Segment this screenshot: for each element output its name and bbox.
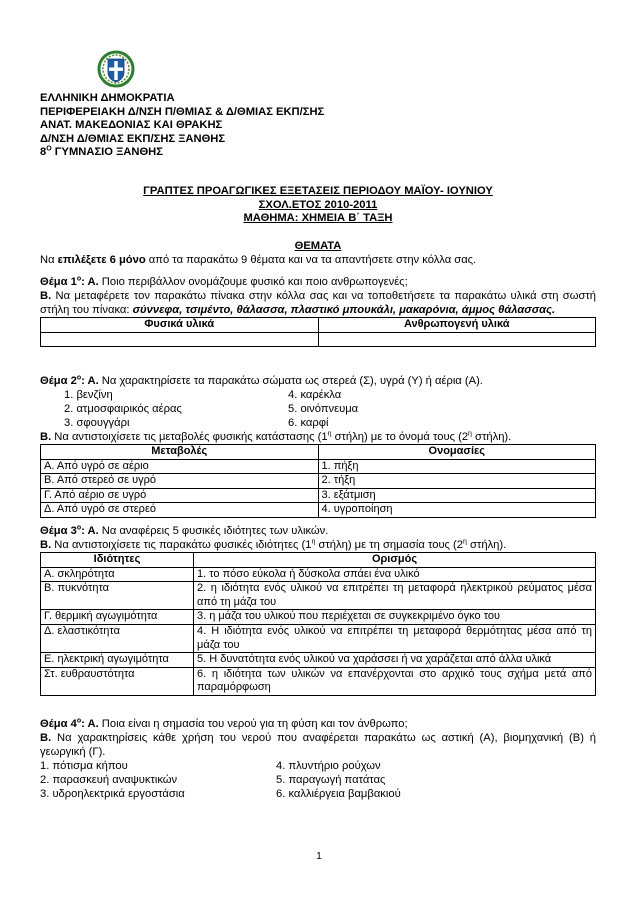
list-item: 2. παρασκευή αναψυκτικών xyxy=(40,774,178,786)
school-year: ΣΧΟΛ.ΕΤΟΣ 2010-2011 xyxy=(258,199,378,211)
table-row: Δ. ελαστικότητα 4. Η ιδιότητα ενός υλικού να επιτρέπει τη μεταφορά θερμότητας μέσα από τη μάζα του xyxy=(41,624,596,652)
col-definition: Ορισμός xyxy=(194,553,596,568)
page-number: 1 xyxy=(316,851,322,862)
question-3: Θέμα $3^o$: Α. Να αναφέρεις 5 φυσικές ιδιότητες των υλικών. Β. Να αντιστοιχίσετε τις παρακάτω φυσικές ιδιότητες ($1^\eta$ στήλη) με τη σημασία τους ($2^\eta$ στήλη). Ιδιότητες Ορισμός Α. σκληρότητα 1. το πόσο εύκολα ή δύσκολα σπάει ένα υλικό Β. πυκνότητα 2. η ιδιότητα ενός υλικού να επιτρέπει τη μεταφορά ηλεκτρικού ρεύματος μέσα από τη μάζα του Γ. θερμική αγωγιμότητα 3. η μάζα του υλικού που περιέχεται σε συγκεκριμένο όγκο του Δ. ελαστικότητα 4. Η ιδιότητα ενός υλικού να επιτρέπει τη μεταφορά θερμότητας μέσα από τη μάζα του Ε. ηλεκτρική αγωγιμότητα 5. Η δυνατότητα ενός υλικού να χαράσσει ή να χαράζεται από άλλα υλικά Στ. ευθραυστότητα 6. η ιδιότητα των υλικών να επανέρχονται στο αρχικό τους σχήμα μετά από παραμόρφωση xyxy=(40,524,596,696)
q2-items xyxy=(40,388,596,430)
col-names: Ονομασίες xyxy=(318,445,596,460)
table-row: Στ. ευθραυστότητα 6. η ιδιότητα των υλικών να επανέρχονται στο αρχικό τους σχήμα μετά από παραμόρφωση xyxy=(41,667,596,695)
table-row: Γ. Από αέριο σε υγρό 3. εξάτμιση xyxy=(41,488,596,503)
table-cell xyxy=(41,332,319,346)
table-row: Α. σκληρότητα 1. το πόσο εύκολα ή δύσκολα σπάει ένα υλικό xyxy=(41,567,596,582)
header-line-5: $8^O$ ΓΥΜΝΑΣΙΟ ΞΑΝΘΗΣ xyxy=(40,145,163,158)
col-natural: Φυσικά υλικά xyxy=(41,318,319,333)
list-item: 6. καλλιέργεια βαμβακιού xyxy=(276,788,401,800)
issuer-header xyxy=(40,92,324,160)
table-row: Γ. θερμική αγωγιμότητα 3. η μάζα του υλικού που περιέχεται σε συγκεκριμένο όγκο του xyxy=(41,610,596,625)
list-item: 1. πότισμα κήπου xyxy=(40,760,128,772)
list-item: 3. υδροηλεκτρικά εργοστάσια xyxy=(40,788,185,800)
table-row: Ε. ηλεκτρική αγωγιμότητα 5. Η δυνατότητα ενός υλικού να χαράσσει ή να χαράζεται από άλλα υλικά xyxy=(41,653,596,668)
exam-title: ΓΡΑΠΤΕΣ ΠΡΟΑΓΩΓΙΚΕΣ ΕΞΕΤΑΣΕΙΣ ΠΕΡΙΟΔΟΥ ΜΑΪΟΥ- ΙΟΥΝΙΟΥ xyxy=(143,185,493,197)
table-row: Δ. Από υγρό σε στερεό 4. υγροποίηση xyxy=(41,503,596,518)
list-item: 2. ατμοσφαιρικός αέρας xyxy=(64,403,182,415)
properties-table xyxy=(40,552,596,696)
list-item: 1. βενζίνη xyxy=(64,389,113,401)
question-2: Θέμα $2^o$: Α. Να χαρακτηρίσετε τα παρακάτω σώματα ως στερεά (Σ), υγρά (Υ) ή αέρια (Α). 1. βενζίνη 2. ατμοσφαιρικός αέρας 3. σφουγγάρι 4. καρέκλα 5. οινόπνευμα 6. καρφί Β. Να αντιστοιχίσετε τις μεταβολές φυσικής κατάστασης ($1^\eta$ στήλη) με το όνομά τους ($2^\eta$ στήλη). Μεταβολές Ονομασίες Α. Από υγρό σε αέριο 1. πήξη Β. Από στερεό σε υγρό 2. τήξη Γ. Από αέριο σε υγρό 3. εξάτμιση Δ. Από υγρό σε στερεό 4. υγροποίηση xyxy=(40,374,596,518)
topics-heading: ΘΕΜΑΤΑ xyxy=(294,240,342,252)
header-line-2: ΠΕΡΙΦΕΡΕΙΑΚΗ Δ/ΝΣΗ Π/ΘΜΙΑΣ & Δ/ΘΜΙΑΣ ΕΚΠ/ΣΗΣ xyxy=(40,105,325,118)
col-changes: Μεταβολές xyxy=(41,445,319,460)
table-row: Β. πυκνότητα 2. η ιδιότητα ενός υλικού να επιτρέπει τη μεταφορά ηλεκτρικού ρεύματος μέσα από τη μάζα του xyxy=(41,582,596,610)
header-line-1: ΕΛΛΗΝΙΚΗ ΔΗΜΟΚΡΑΤΙΑ xyxy=(40,92,175,104)
list-item: 6. καρφί xyxy=(288,417,329,429)
question-4: Θέμα $4^o$: Α. Ποια είναι η σημασία του νερού για τη φύση και τον άνθρωπο; Β. Να χαρακτηρίσεις κάθε χρήση του νερού που αναφέρεται παρακάτω ως αστική (Α), βιομηχανική (Β) ή γεωργική (Γ). 1. πότισμα κήπου 2. παρασκευή αναψυκτικών 3. υδροηλεκτρικά εργοστάσια 4. πλυντήριο ρούχων 5. παραγωγή πατάτας 6. καλλιέργεια βαμβακιού xyxy=(40,717,596,800)
subject-title: ΜΑΘΗΜΑ: ΧΗΜΕΙΑ Β΄ ΤΑΞΗ xyxy=(243,212,393,224)
question-1: Θέμα $1^o$: Α. Ποιο περιβάλλον ονομάζουμε φυσικό και ποιο ανθρωπογενές; Β. Να μεταφέρετε τον παρακάτω πίνακα στην κόλλα σας και να τοποθετήσετε τα παρακάτω υλικά στη σωστή στήλη του πίνακα: σύννεφα, τσιμέντο, θάλασσα, πλαστικό μπουκάλι, μακαρόνια, άμμος θάλασσας. Φυσικά υλικά Ανθρωπογενή υλικά xyxy=(40,275,596,347)
header-line-3: ΑΝΑΤ. ΜΑΚΕΔΟΝΙΑΣ ΚΑΙ ΘΡΑΚΗΣ xyxy=(40,119,223,131)
list-item: 5. οινόπνευμα xyxy=(288,403,359,415)
col-manmade: Ανθρωπογενή υλικά xyxy=(318,318,596,333)
col-properties: Ιδιότητες xyxy=(41,553,194,568)
q4-items xyxy=(40,759,596,801)
header-line-4: Δ/ΝΣΗ Δ/ΘΜΙΑΣ ΕΚΠ/ΣΗΣ ΞΑΝΘΗΣ xyxy=(40,132,226,145)
table-row: Β. Από στερεό σε υγρό 2. τήξη xyxy=(41,474,596,489)
greek-emblem-icon xyxy=(96,48,136,88)
list-item: 4. καρέκλα xyxy=(288,389,342,401)
materials-table xyxy=(40,317,596,347)
list-item: 5. παραγωγή πατάτας xyxy=(276,774,386,786)
table-cell xyxy=(318,332,596,346)
changes-table xyxy=(40,444,596,518)
list-item: 4. πλυντήριο ρούχων xyxy=(276,760,381,772)
table-row: Α. Από υγρό σε αέριο 1. πήξη xyxy=(41,459,596,474)
list-item: 3. σφουγγάρι xyxy=(64,417,130,429)
instructions: Να επιλέξετε 6 μόνο από τα παρακάτω 9 θέματα και να τα απαντήσετε στην κόλλα σας. xyxy=(40,254,477,266)
